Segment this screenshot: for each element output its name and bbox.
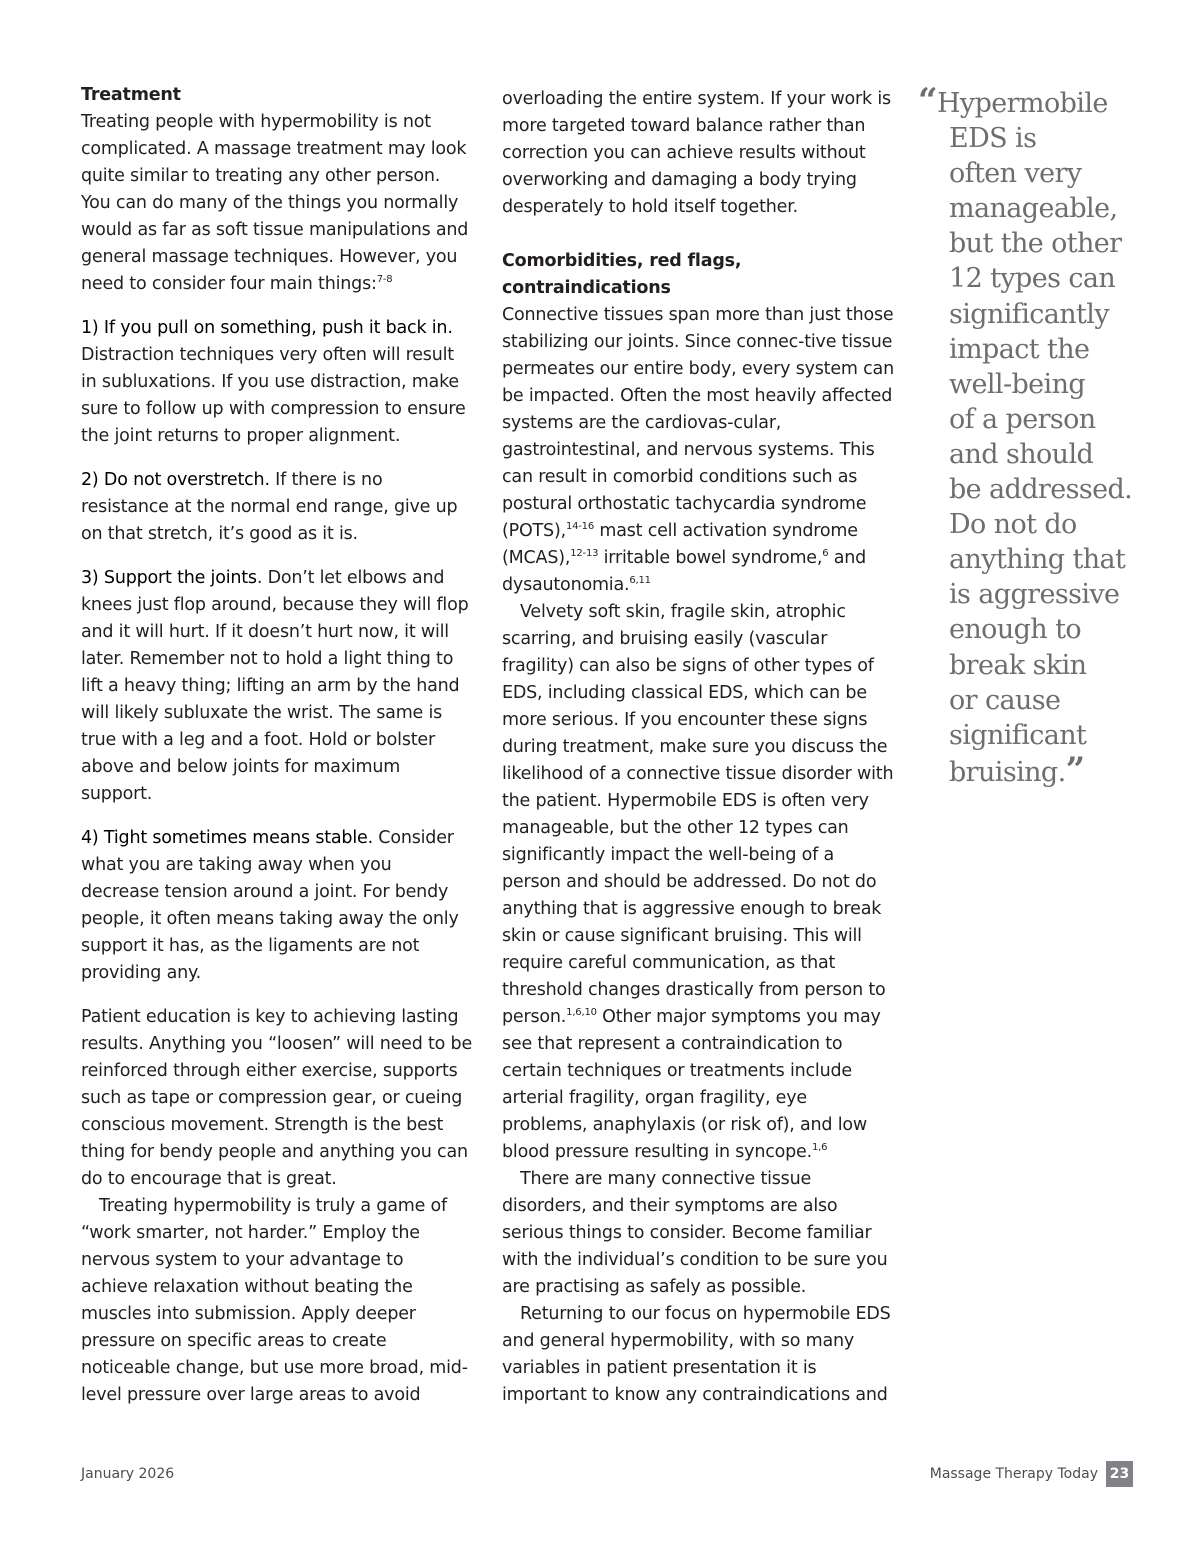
pull-quote-line: impact the <box>949 333 1090 365</box>
close-quote-icon: ” <box>1065 749 1085 790</box>
pull-quote-line: Do not do <box>949 509 1077 541</box>
citation: 7-8 <box>376 274 393 285</box>
paragraph-returning-focus: Returning to our focus on hypermobile EDS and general hypermobility, with so many variables in patient presentation it is important to know any contraindications and <box>502 1304 891 1405</box>
paragraph-intro: Treating people with hypermobility is not complicated. A massage treatment may look quite similar to treating any other person. You can do many of the things you normally would as far as soft tissue manipulations and general massage techniques. However, you need to consider four main things:$^{7-8}$ <box>81 112 469 294</box>
pull-quote-line: enough to <box>949 614 1081 646</box>
list-item-lead: 1) If you pull on something, push it back in. <box>81 318 453 338</box>
page-number: 23 <box>1106 1461 1133 1487</box>
list-item-overstretch: 2) Do not overstretch. If there is no resistance at the normal end range, give up on that stretch, it’s good as it is. <box>81 470 458 544</box>
citation: 6,11 <box>629 575 651 586</box>
paragraph-skin-signs: Velvety soft skin, fragile skin, atrophic scarring, and bruising easily (vascular fragility) can also be signs of other types of EDS, including classical EDS, which can be more serious. If you encounter these signs during treatment, make sure you discuss the likelihood of a connective tissue disorder with the patient. Hypermobile EDS is often very manageable, but the other 12 types can significantly impact the well-being of a person and should be addressed. Do not do anything that is aggressive enough to break skin or cause significant bruising. This will require careful communication, as that threshold changes drastically from person to person.$^{1,6,10}$ Other major symptoms you may see that represent a contraindication to certain techniques or treatments include arterial fragility, organ fragility, eye problems, anaphylaxis (or risk of), and low blood pressure resulting in syncope.$^{1,6}$ <box>502 602 894 1162</box>
list-item-tight-stable: 4) Tight sometimes means stable. Consider what you are taking away when you decrease tension around a joint. For bendy people, it often means taking away the only support it has, as the ligaments are not providing any. <box>81 828 459 983</box>
pull-quote-line: is aggressive <box>949 579 1120 611</box>
pull-quote-line: break skin <box>949 649 1087 681</box>
pull-quote-line: EDS is <box>949 123 1037 155</box>
citation: 1,6,10 <box>566 1007 597 1018</box>
list-item-lead: 4) Tight sometimes means stable. <box>81 828 373 848</box>
list-item-pull-push: 1) If you pull on something, push it back in. Distraction techniques very often will result in subluxations. If you use distraction, make sure to follow up with compression to ensure the joint returns to proper alignment. <box>81 318 466 446</box>
section-heading-treatment: Treatment <box>81 85 181 105</box>
pull-quote-line: but the other <box>949 228 1122 260</box>
pull-quote-line: significantly <box>949 298 1109 330</box>
pull-quote-line: of a person <box>949 403 1096 435</box>
citation: 12-13 <box>570 548 599 559</box>
paragraph-continuation: overloading the entire system. If your work is more targeted toward balance rather than correction you can achieve results without overworking and damaging a body trying desperately to hold itself together. <box>502 89 891 217</box>
paragraph-patient-education: Patient education is key to achieving lasting results. Anything you “loosen” will need to be reinforced through either exercise, supports such as tape or compression gear, or cueing conscious movement. Strength is the best thing for bendy people and anything you can do to encourage that is great. <box>81 1007 473 1189</box>
pull-quote-line: 12 types can <box>949 263 1116 295</box>
citation: 6 <box>822 548 829 559</box>
pull-quote-line: often very <box>949 158 1082 190</box>
paragraph-connective-tissues: Connective tissues span more than just those stabilizing our joints. Since connec-tive tissue permeates our entire body, every system can be impacted. Often the most heavily affected systems are the cardiovas-cular, gastrointestinal, and nervous systems. This can result in comorbid conditions such as postural orthostatic tachycardia syndrome (POTS),$^{14-16}$ mast cell activation syndrome (MCAS),$^{12-13}$ irritable bowel syndrome,$^6$ and dysautonomia.$^{6,11}$ <box>502 305 894 595</box>
pull-quote-line: and should <box>949 438 1094 470</box>
pull-quote-line: be addressed. <box>949 474 1133 506</box>
pull-quote <box>918 81 1133 790</box>
list-item-support-joints: 3) Support the joints. Don’t let elbows and knees just flop around, because they will flop and it will hurt. If it doesn’t hurt now, it will later. Remember not to hold a light thing to lift a heavy thing; lifting an arm by the hand will likely subluxate the wrist. The same is true with a leg and a foot. Hold or bolster above and below joints for maximum support. <box>81 568 469 804</box>
paragraph-work-smarter: Treating hypermobility is truly a game of “work smarter, not harder.” Employ the nervous system to your advantage to achieve relaxation without beating the muscles into submission. Apply deeper pressure on specific areas to create noticeable change, but use more broad, mid-level pressure over large areas to avoid <box>81 1196 468 1405</box>
list-item-lead: 3) Support the joints <box>81 568 257 588</box>
section-heading-comorbidities: Comorbidities, red flags, contraindications <box>502 251 742 298</box>
pull-quote-line: significant <box>949 719 1087 751</box>
paragraph-other-disorders: There are many connective tissue disorders, and their symptoms are also serious things to consider. Become familiar with the individual’s condition to be sure you are practising as safely as possible. <box>502 1169 888 1297</box>
article-column-left <box>81 82 473 1409</box>
pull-quote-line: well-being <box>949 368 1086 400</box>
pull-quote-line: bruising. <box>949 756 1066 788</box>
citation: 14-16 <box>565 521 595 532</box>
pull-quote-line: or cause <box>949 684 1061 716</box>
open-quote-icon: “ <box>918 81 937 121</box>
footer-magazine-name: Massage Therapy Today <box>929 1466 1098 1482</box>
citation: 1,6 <box>812 1142 828 1153</box>
article-column-middle <box>502 86 894 1409</box>
pull-quote-line: anything that <box>949 544 1126 576</box>
pull-quote-line: manageable, <box>949 193 1118 225</box>
list-item-lead: 2) Do not overstretch. <box>81 470 270 490</box>
footer-date: January 2026 <box>81 1466 175 1482</box>
pull-quote-line: Hypermobile <box>936 88 1108 119</box>
